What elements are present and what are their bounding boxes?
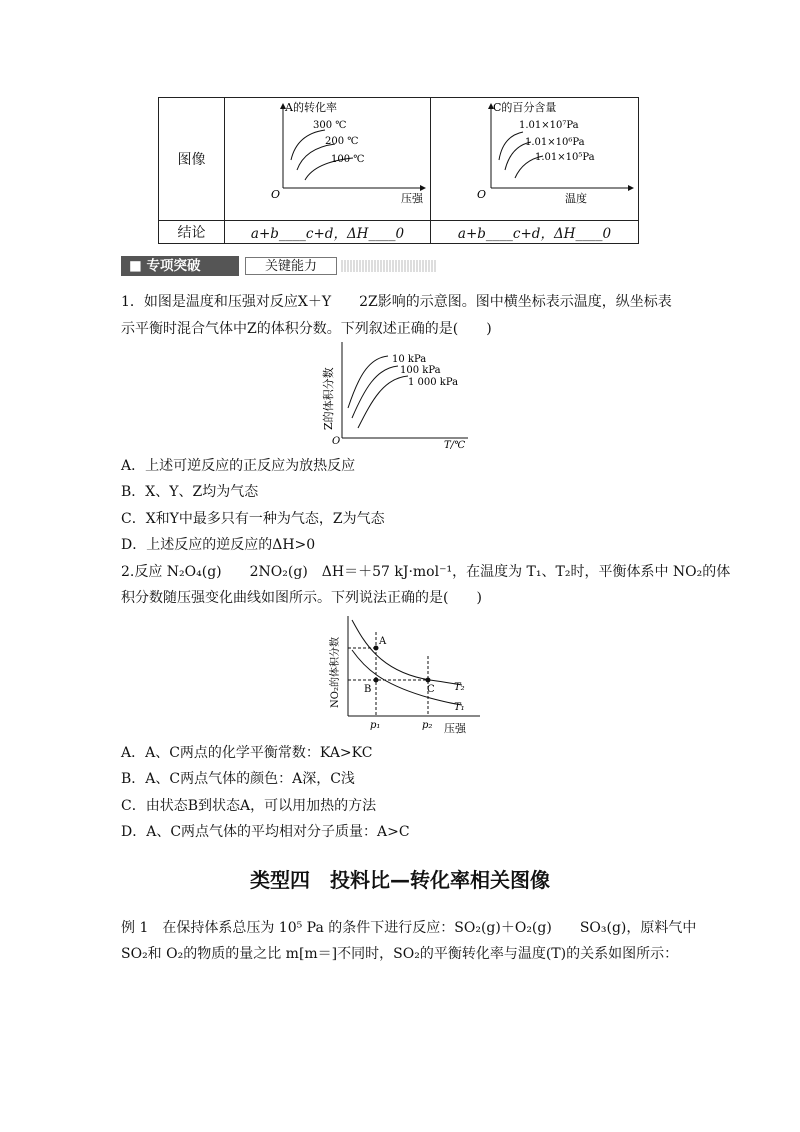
q2-curve-t1: T₁: [454, 702, 465, 713]
q1-curve-100kpa: 100 kPa: [400, 365, 441, 376]
q1-line2: 示平衡时混合气体中Z的体积分数。下列叙述正确的是( ): [121, 321, 492, 337]
row-label-image: 图像: [159, 98, 225, 221]
q2-point-b: B: [364, 684, 372, 695]
graph2-curve-5: 1.01×10⁵Pa: [535, 152, 595, 163]
q2-xlabel: 压强: [444, 722, 466, 735]
comparison-table: [158, 97, 639, 244]
q2-line1: 2.反应 N₂O₄(g) 2NO₂(g) ΔH＝＋57 kJ·mol⁻¹，在温度为 T₁、T₂时，平衡体系中 NO₂的体: [121, 564, 731, 580]
example-line2: SO₂和 O₂的物质的量之比 m[m＝]不同时，SO₂的平衡转化率与温度(T)的关系如图所示：: [121, 946, 679, 962]
row-label-conclusion: 结论: [159, 221, 225, 244]
q1-ylabel: Z的体积分数: [322, 367, 335, 430]
q1-curve-10kpa: 10 kPa: [392, 354, 427, 365]
section-title: 类型四 投料比—转化率相关图像: [250, 868, 550, 892]
q2-option-d: D．A、C两点气体的平均相对分子质量：A>C: [121, 824, 410, 840]
graph2-curve-6: 1.01×10⁶Pa: [525, 137, 585, 148]
q2-tick-p2: p₂: [422, 720, 433, 731]
q2-option-c: C．由状态B到状态A，可以用加热的方法: [121, 798, 377, 814]
graph-cell-2: [431, 98, 639, 221]
q2-curve-t2: T₂: [454, 682, 465, 693]
q2-option-a: A．A、C两点的化学平衡常数：KA>KC: [121, 745, 373, 761]
graph2-xlabel: 温度: [565, 192, 587, 205]
q2-ylabel: NO₂的体积分数: [330, 637, 341, 708]
graph1-xlabel: 压强: [401, 192, 423, 205]
q2-point-c: C: [427, 684, 435, 695]
graph1-curve-300: 300 ℃: [313, 120, 347, 131]
graph1-curve-200: 200 ℃: [325, 136, 359, 147]
graph1-ylabel: A的转化率: [285, 101, 337, 114]
graph2-ylabel: C的百分含量: [493, 101, 557, 114]
content-temperature-graph: [431, 98, 638, 216]
q2-tick-p1: p₁: [370, 720, 381, 731]
graph1-curve-100: 100 ℃: [331, 154, 365, 165]
q1-origin: O: [332, 436, 341, 447]
banner-topic: ■ 专项突破: [121, 256, 239, 276]
q2-option-b: B．A、C两点气体的颜色：A深，C浅: [121, 771, 355, 787]
q1-option-c: C．X和Y中最多只有一种为气态，Z为气态: [121, 511, 385, 527]
graph2-origin: O: [477, 188, 487, 201]
q1-option-a: A．上述可逆反应的正反应为放热反应: [121, 458, 356, 474]
graph2-curve-7: 1.01×10⁷Pa: [519, 120, 579, 131]
q1-option-b: B．X、Y、Z均为气态: [121, 484, 259, 500]
q1-line1: 1．如图是温度和压强对反应X＋Y 2Z影响的示意图。图中横坐标表示温度，纵坐标表: [121, 294, 672, 310]
banner-stripe: [341, 260, 437, 272]
example-line1: 例 1 在保持体系总压为 10⁵ Pa 的条件下进行反应：SO₂(g)＋O₂(g) SO₃(g)，原料气中: [121, 920, 697, 936]
banner-subtopic: 关键能力: [245, 257, 337, 275]
conclusion-1: a+b____c+d，ΔH____0: [225, 221, 431, 244]
q2-graph: [320, 612, 490, 742]
q1-graph: [318, 338, 478, 450]
section-banner: [121, 256, 437, 276]
conclusion-2: a+b____c+d，ΔH____0: [431, 221, 639, 244]
graph-cell-1: [225, 98, 431, 221]
conversion-pressure-graph: [225, 98, 430, 216]
q2-line2: 积分数随压强变化曲线如图所示。下列说法正确的是( ): [121, 590, 482, 606]
q1-curve-1000kpa: 1 000 kPa: [408, 377, 459, 388]
q1-xlabel: T/℃: [444, 440, 466, 450]
graph1-origin: O: [271, 188, 281, 201]
q2-point-a: A: [379, 636, 387, 647]
q1-option-d: D．上述反应的逆反应的ΔH>0: [121, 537, 316, 553]
